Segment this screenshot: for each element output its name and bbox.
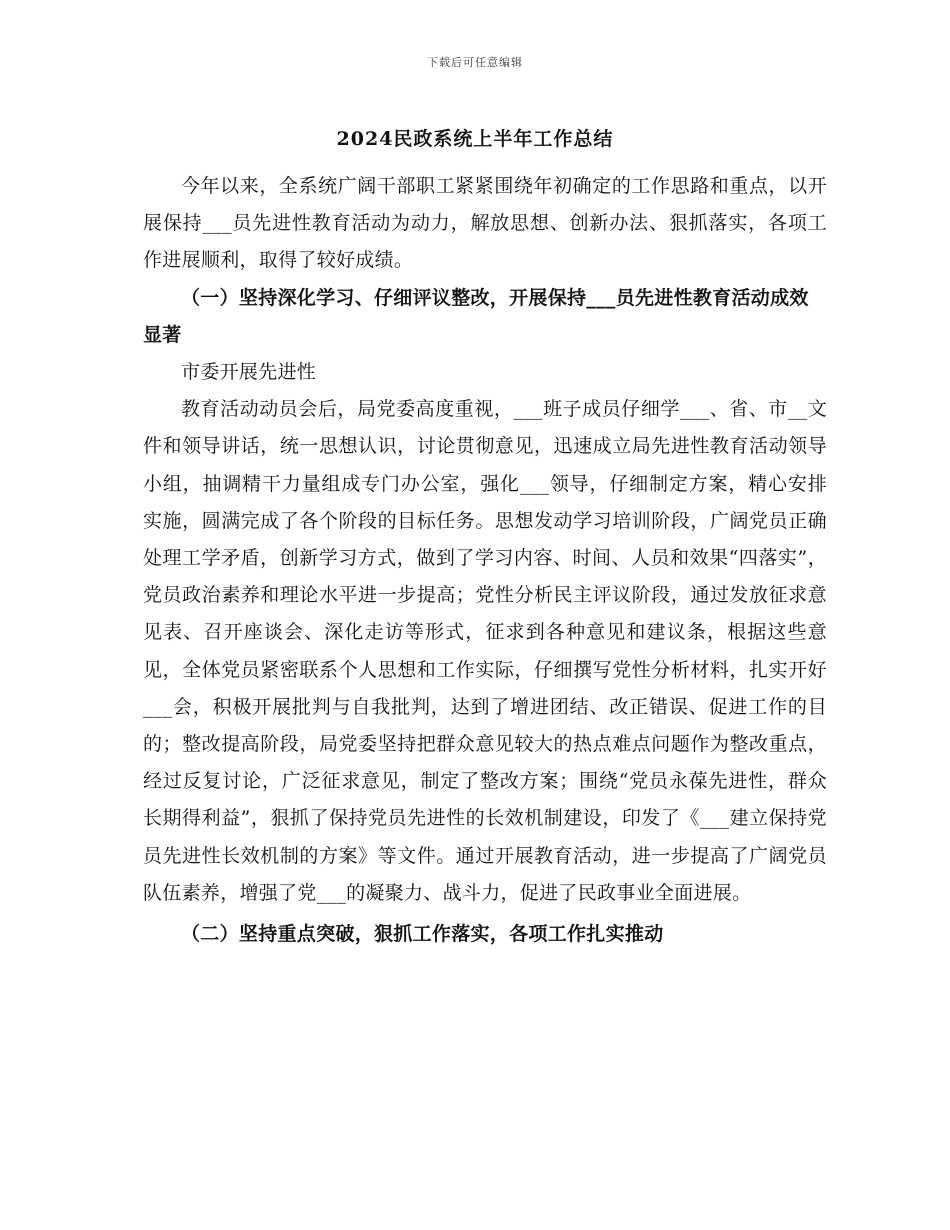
intro-paragraph: 今年以来，全系统广阔干部职工紧紧围绕年初确定的工作思路和重点，以开展保持___员先进性教育活动为动力，解放思想、创新办法、狠抓落实，各项工作进展顺利，取得了较好成绩。 (143, 175, 827, 272)
page-header-note: 下载后可任意编辑 (427, 56, 523, 69)
document-title: 2024民政系统上半年工作总结 (336, 128, 614, 150)
section-1-body: 教育活动动员会后，局党委高度重视，___班子成员仔细学___、省、市__文件和领导讲话，统一思想认识，讨论贯彻意见，迅速成立局先进性教育活动领导小组，抽调精干力量组成专门办公室，强化___领导，仔细制定方案，精心安排实施，圆满完成了各个阶段的目标任务。思想发动学习培训阶段，广阔党员正确处理工学矛盾，创新学习方式，做到了学习内容、时间、人员和效果“四落实”，党员政治素养和理论水平进一步提高；党性分析民主评议阶段，通过发放征求意见表、召开座谈会、深化走访等形式，征求到各种意见和建议条，根据这些意见，全体党员紧密联系个人思想和工作实际，仔细撰写党性分析材料，扎实开好___会，积极开展批判与自我批判，达到了增进团结、改正错误、促进工作的目的；整改提高阶段，局党委坚持把群众意见较大的热点难点问题作为整改重点，经过反复讨论，广泛征求意见，制定了整改方案；围绕“党员永葆先进性，群众长期得利益”，狠抓了保持党员先进性的长效机制建设，印发了《___建立保持党员先进性长效机制的方案》等文件。通过开展教育活动，进一步提高了广阔党员队伍素养，增强了党___的凝聚力、战斗力，促进了民政事业全面进展。 (143, 398, 827, 904)
section-1-lead: 市委开展先进性 (181, 361, 317, 384)
document-body (143, 168, 827, 953)
section-1-heading: （一）坚持深化学习、仔细评议整改，开展保持___员先进性教育活动成效显著 (143, 286, 809, 346)
section-2-heading: （二）坚持重点突破，狠抓工作落实，各项工作扎实推动 (181, 923, 664, 946)
